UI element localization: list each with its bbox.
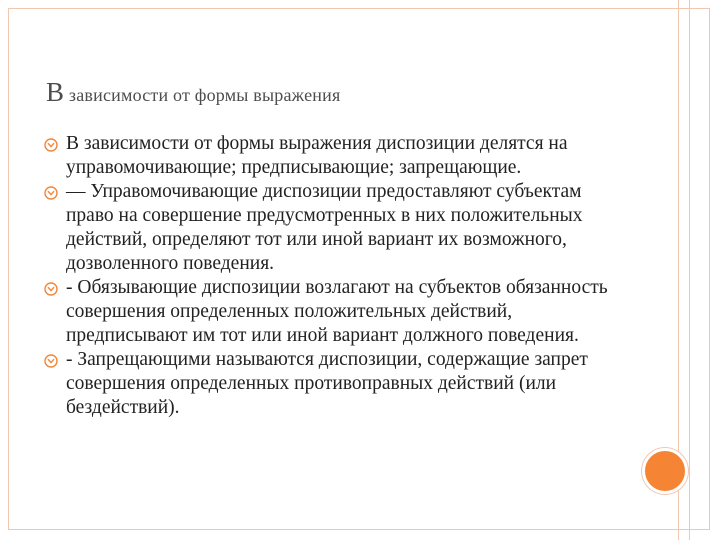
bullet-text: - Запрещающими называются диспозиции, содержащие запрет совершения определенных противоправных действий (или бездействий). bbox=[66, 349, 588, 418]
circled-arrow-icon bbox=[44, 282, 58, 296]
bullet-list bbox=[44, 132, 624, 420]
bullet-item bbox=[44, 180, 624, 276]
slide-title bbox=[46, 76, 340, 111]
title-initial: В bbox=[46, 77, 65, 107]
bullet-text: В зависимости от формы выражения диспозиции делятся на управомочивающие; предписывающие; запрещающие. bbox=[66, 133, 568, 178]
circled-arrow-icon bbox=[44, 186, 58, 200]
circled-arrow-icon bbox=[44, 138, 58, 152]
title-rest: зависимости от формы выражения bbox=[64, 85, 341, 105]
circled-arrow-icon bbox=[44, 354, 58, 368]
bullet-item bbox=[44, 348, 624, 420]
bullet-text: — Управомочивающие диспозиции предоставляют субъектам право на совершение предусмотренных в них положительных действий, определяют тот или иной вариант их возможного, дозволенного поведения. bbox=[66, 181, 583, 274]
bullet-text: - Обязывающие диспозиции возлагают на субъектов обязанность совершения определенных положительных действий, предписывают им тот или иной вариант должного поведения. bbox=[66, 277, 608, 346]
bullet-item bbox=[44, 276, 624, 348]
bullet-item bbox=[44, 132, 624, 180]
decorative-circle bbox=[642, 448, 688, 494]
